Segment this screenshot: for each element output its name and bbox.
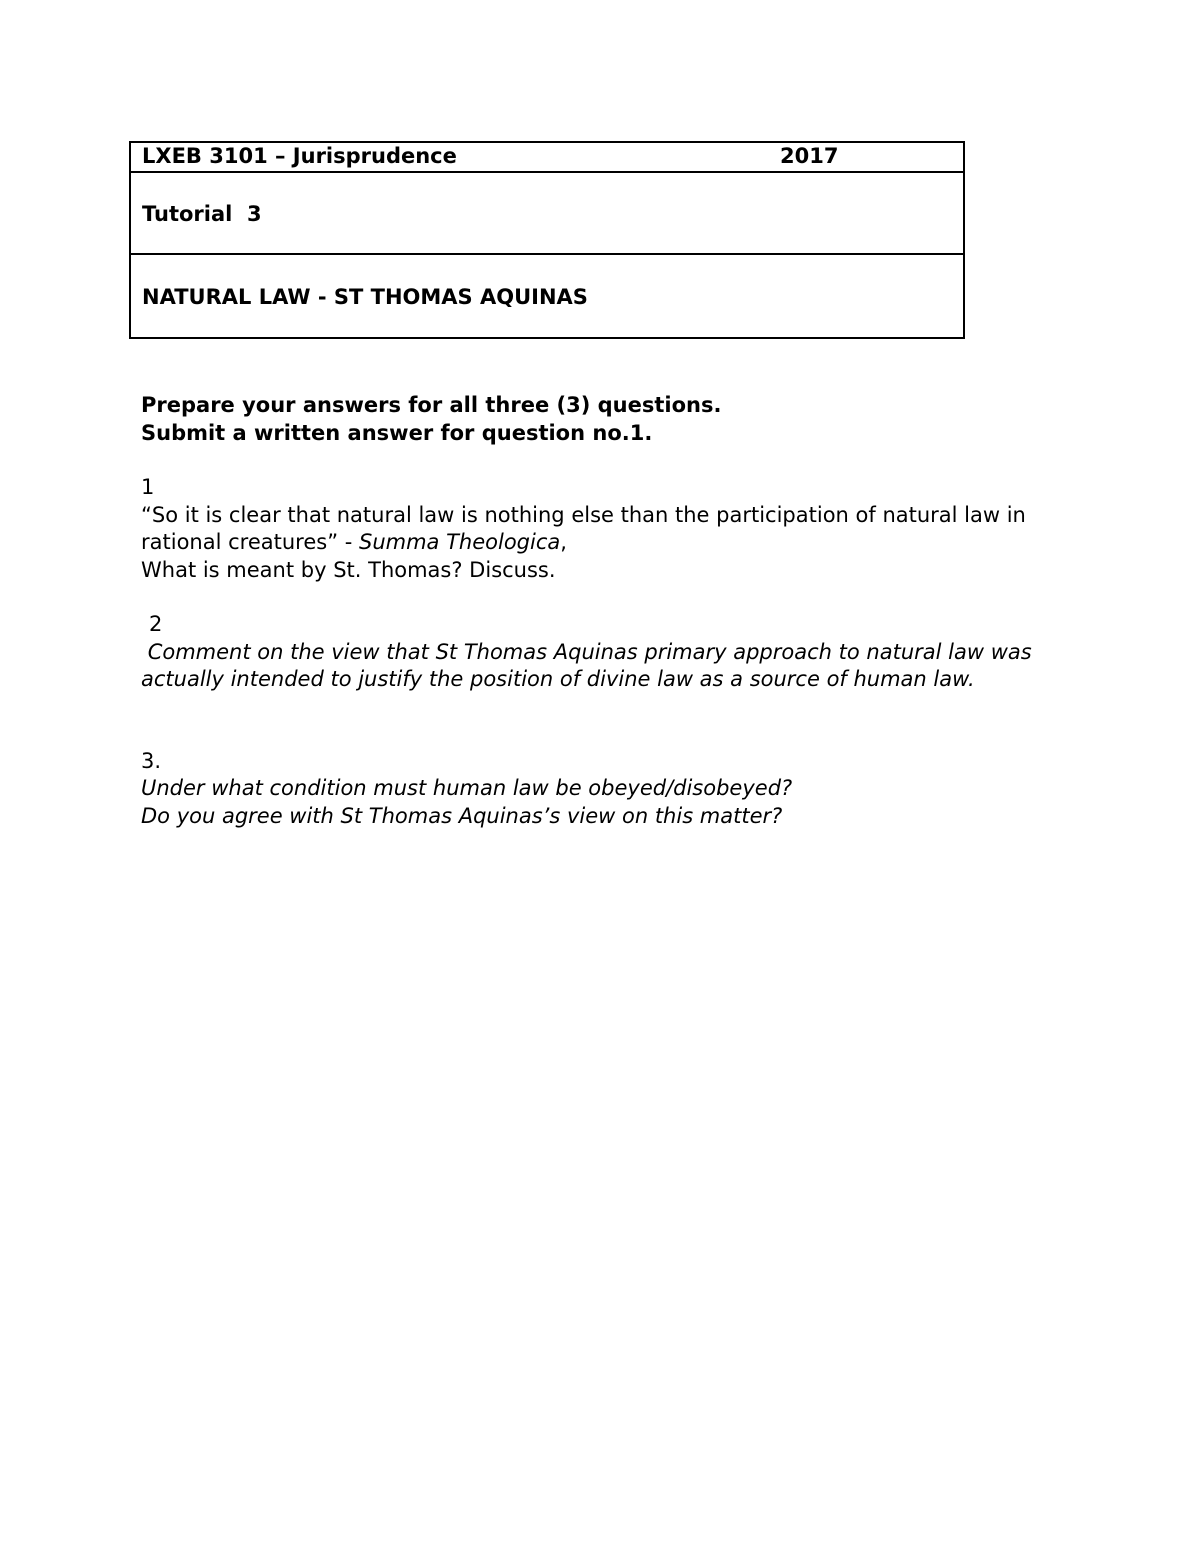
question-1 xyxy=(141,474,1061,584)
question-3 xyxy=(141,748,1061,831)
question-1-number: 1 xyxy=(141,475,155,499)
topic-row xyxy=(131,255,963,337)
tutorial-label: Tutorial 3 xyxy=(142,202,262,226)
question-2-text-content: Comment on the view that St Thomas Aquinas primary approach to natural law was actually intended to justify the position of divine law as a source of human law. xyxy=(141,639,1032,691)
tutorial-content xyxy=(141,392,1061,830)
question-3-number: 3. xyxy=(141,748,162,773)
question-1-prompt: What is meant by St. Thomas? Discuss. xyxy=(141,557,556,582)
topic-title: NATURAL LAW - ST THOMAS AQUINAS xyxy=(142,285,588,309)
question-1-quote-block xyxy=(141,502,1061,557)
question-2 xyxy=(141,611,1061,694)
course-row xyxy=(131,143,963,173)
question-2-text xyxy=(141,639,1061,694)
question-1-source: Summa Theologica xyxy=(359,530,561,554)
course-header-table xyxy=(129,141,965,339)
question-1-source-suffix: , xyxy=(560,530,567,554)
instruction-line-1: Prepare your answers for all three (3) questions. xyxy=(141,393,722,417)
question-2-number: 2 xyxy=(149,612,163,636)
course-code: LXEB 3101 – Jurisprudence xyxy=(142,144,457,168)
question-3-line-2: Do you agree with St Thomas Aquinas’s view on this matter? xyxy=(141,803,783,828)
tutorial-row xyxy=(131,173,963,255)
course-year: 2017 xyxy=(780,144,839,168)
question-1-quote: “So it is clear that natural law is nothing else than the participation of natural law in rational creatures” - xyxy=(141,502,1026,554)
instruction-line-2: Submit a written answer for question no.1. xyxy=(141,420,653,445)
question-3-line-1: Under what condition must human law be obeyed/disobeyed? xyxy=(141,776,793,800)
